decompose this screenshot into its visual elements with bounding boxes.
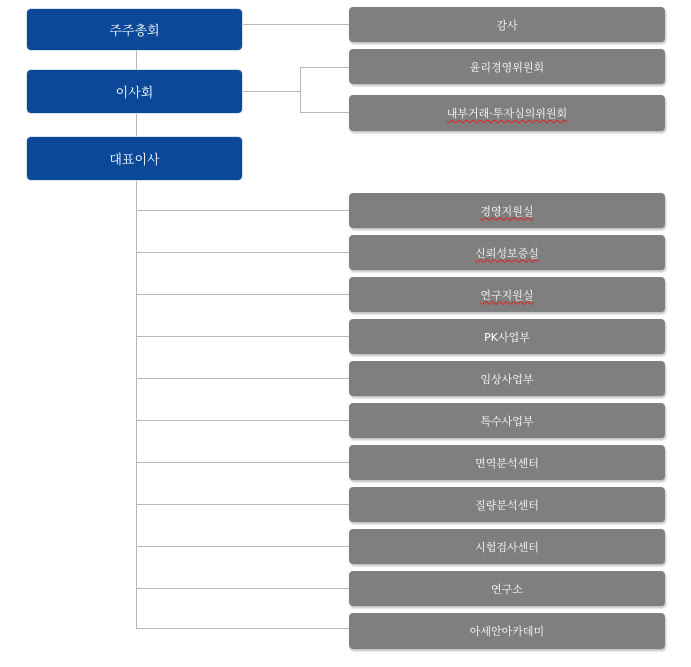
insider-trading-committee-label: 내부거래·투자심의위원회	[446, 107, 568, 120]
department-label: 임상사업부	[480, 372, 534, 386]
department-box	[349, 403, 665, 438]
board-of-directors-box	[27, 70, 242, 113]
shareholders-meeting-box	[27, 9, 242, 50]
department-box	[349, 529, 665, 564]
insider-trading-committee-box	[349, 95, 665, 131]
department-box	[349, 571, 665, 606]
audit-label: 감사	[496, 18, 518, 32]
department-label: 연구소	[491, 582, 523, 596]
ceo-label: 대표이사	[109, 153, 160, 168]
department-label: 경영지원실	[480, 204, 534, 218]
department-label: 시험검사센터	[475, 540, 539, 554]
board-of-directors-label: 이사회	[115, 86, 154, 101]
department-box	[349, 361, 665, 396]
department-label: 신뢰성보증실	[475, 246, 539, 260]
audit-box	[349, 7, 665, 42]
department-box	[349, 235, 665, 270]
department-label: 특수사업부	[480, 414, 534, 428]
department-box	[349, 445, 665, 480]
department-box	[349, 487, 665, 522]
ethics-committee-label: 윤리경영위원회	[469, 60, 545, 74]
department-label: PK사업부	[484, 330, 530, 344]
ethics-committee-box	[349, 49, 665, 84]
department-box	[349, 193, 665, 228]
department-label: 면역분석센터	[475, 456, 539, 470]
department-label: 연구지원실	[480, 288, 534, 302]
department-label: 아세안아카데미	[469, 625, 545, 638]
department-box	[349, 277, 665, 312]
shareholders-meeting-label: 주주총회	[109, 24, 160, 39]
department-label: 질량분석센터	[475, 498, 539, 512]
ceo-box	[27, 137, 242, 180]
department-box	[349, 613, 665, 649]
department-box	[349, 319, 665, 354]
